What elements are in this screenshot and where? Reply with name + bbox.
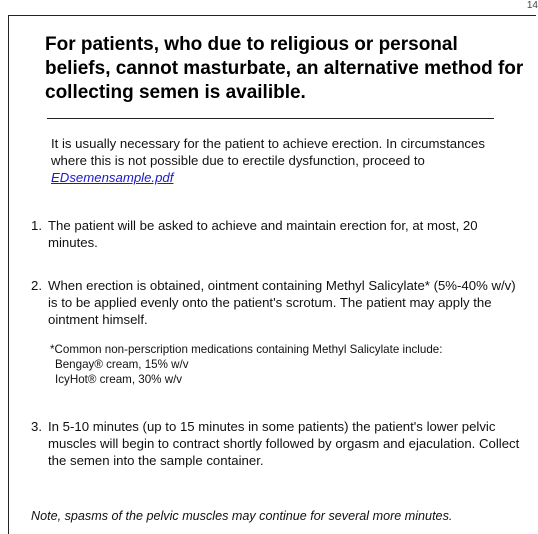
step-number: 1. [31, 218, 42, 233]
ed-semen-sample-link[interactable]: EDsemensample.pdf [51, 170, 174, 185]
footnote: Note, spasms of the pelvic muscles may continue for several more minutes. [31, 509, 453, 523]
title-divider [47, 118, 494, 119]
page-title: For patients, who due to religious or personal beliefs, cannot masturbate, an alternative method for collecting semen is availible. [45, 34, 524, 103]
step-text: When erection is obtained, ointment containing Methyl Salicylate* (5%-40% w/v) is to be applied evenly onto the patient's scrotum. The patient may apply the ointment himself. [48, 278, 516, 327]
step-number: 3. [31, 419, 42, 434]
medication-item: IcyHot® cream, 30% w/v [55, 373, 183, 386]
medication-note-heading: *Common non-perscription medications containing Methyl Salicylate include: [50, 343, 443, 356]
step-text: In 5-10 minutes (up to 15 minutes in some patients) the patient's lower pelvic muscles will begin to contract shortly followed by orgasm and ejaculation. Collect the semen into the sample container. [48, 419, 520, 468]
medication-item: Bengay® cream, 15% w/v [55, 358, 189, 371]
step-text: The patient will be asked to achieve and maintain erection for, at most, 20 minutes. [48, 218, 478, 250]
step-item [31, 217, 521, 251]
intro-paragraph [51, 135, 521, 186]
step-item [31, 277, 521, 328]
step-item [31, 418, 521, 469]
intro-text: It is usually necessary for the patient to achieve erection. In circumstances where this is not possible due to erectile dysfunction, proceed to [51, 136, 485, 168]
medication-note [50, 342, 520, 387]
step-number: 2. [31, 278, 42, 293]
page-number: 14 [526, 0, 538, 11]
